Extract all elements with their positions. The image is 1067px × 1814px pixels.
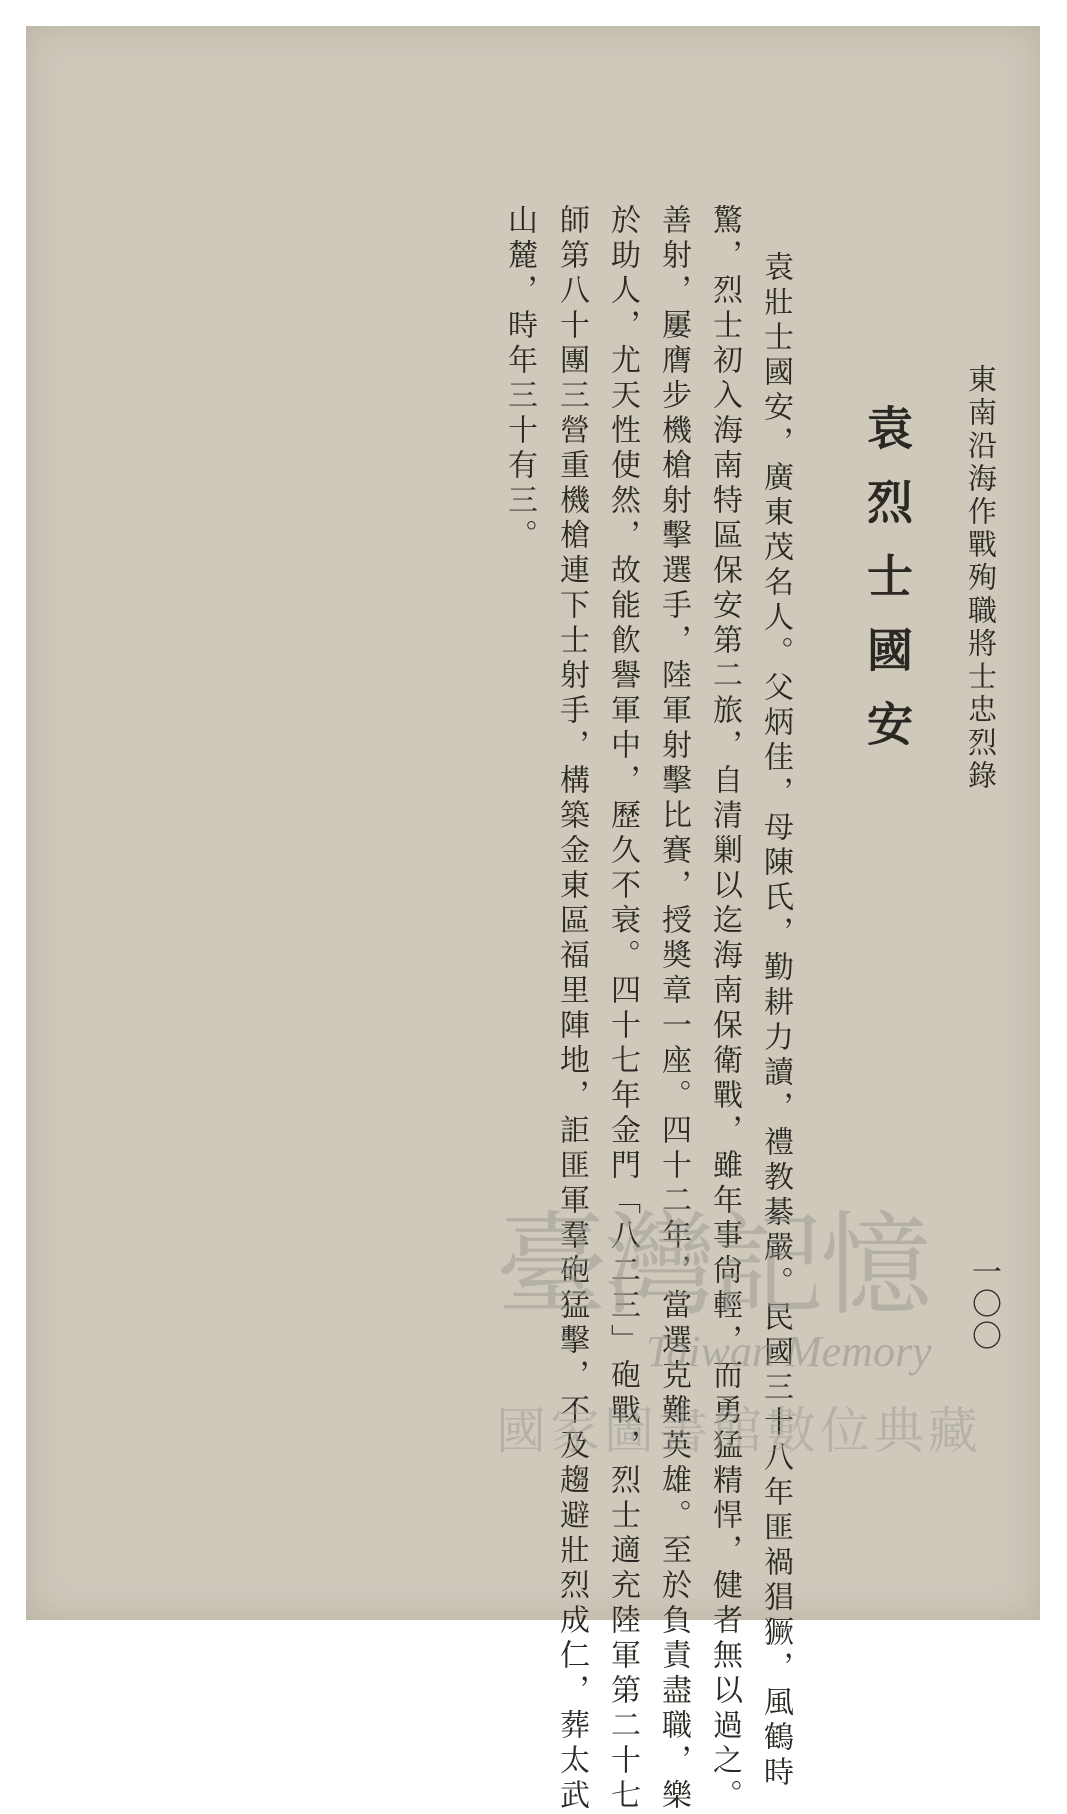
body-column: 善射，屢膺步機槍射擊選手，陸軍射擊比賽，授奬章一座。四十二年，當選克難英雄。至於負責盡職，樂 [656, 204, 691, 1814]
chapter-title: 袁烈士國安 [860, 404, 914, 774]
watermark-english: Taiwan Memory [646, 1327, 932, 1376]
body-column: 袁壯士國安，廣東茂名人。父炳佳，母陳氏，勤耕力讀，禮教綦嚴。民國三十八年匪禍猖獗，風鶴時 [758, 251, 793, 1791]
watermark-chinese: 國家圖書館數位典藏 [496, 1402, 982, 1460]
running-title: 東南沿海作戰殉職將士忠烈錄 [964, 364, 998, 793]
body-column: 驚，烈士初入海南特區保安第二旅，自清剿以迄海南保衛戰，雖年事尙輕，而勇猛精悍，健者無以過之。 [707, 204, 742, 1814]
page-number: 一〇〇 [966, 1256, 1001, 1352]
body-column: 於助人，尤天性使然，故能飮譽軍中，歷久不衰。四十七年金門「八二三」砲戰，烈士適充陸軍第二十七 [605, 204, 640, 1814]
watermark-logo: 臺灣記憶 [496, 1201, 928, 1331]
body-column: 山麓，時年三十有三。 [502, 204, 537, 554]
book-page [26, 26, 1040, 1814]
body-column: 師第八十團三營重機槍連下士射手，構築金東區福里陣地，詎匪軍羣砲猛擊，不及趨避壯烈成仁，葬太武 [554, 204, 589, 1814]
